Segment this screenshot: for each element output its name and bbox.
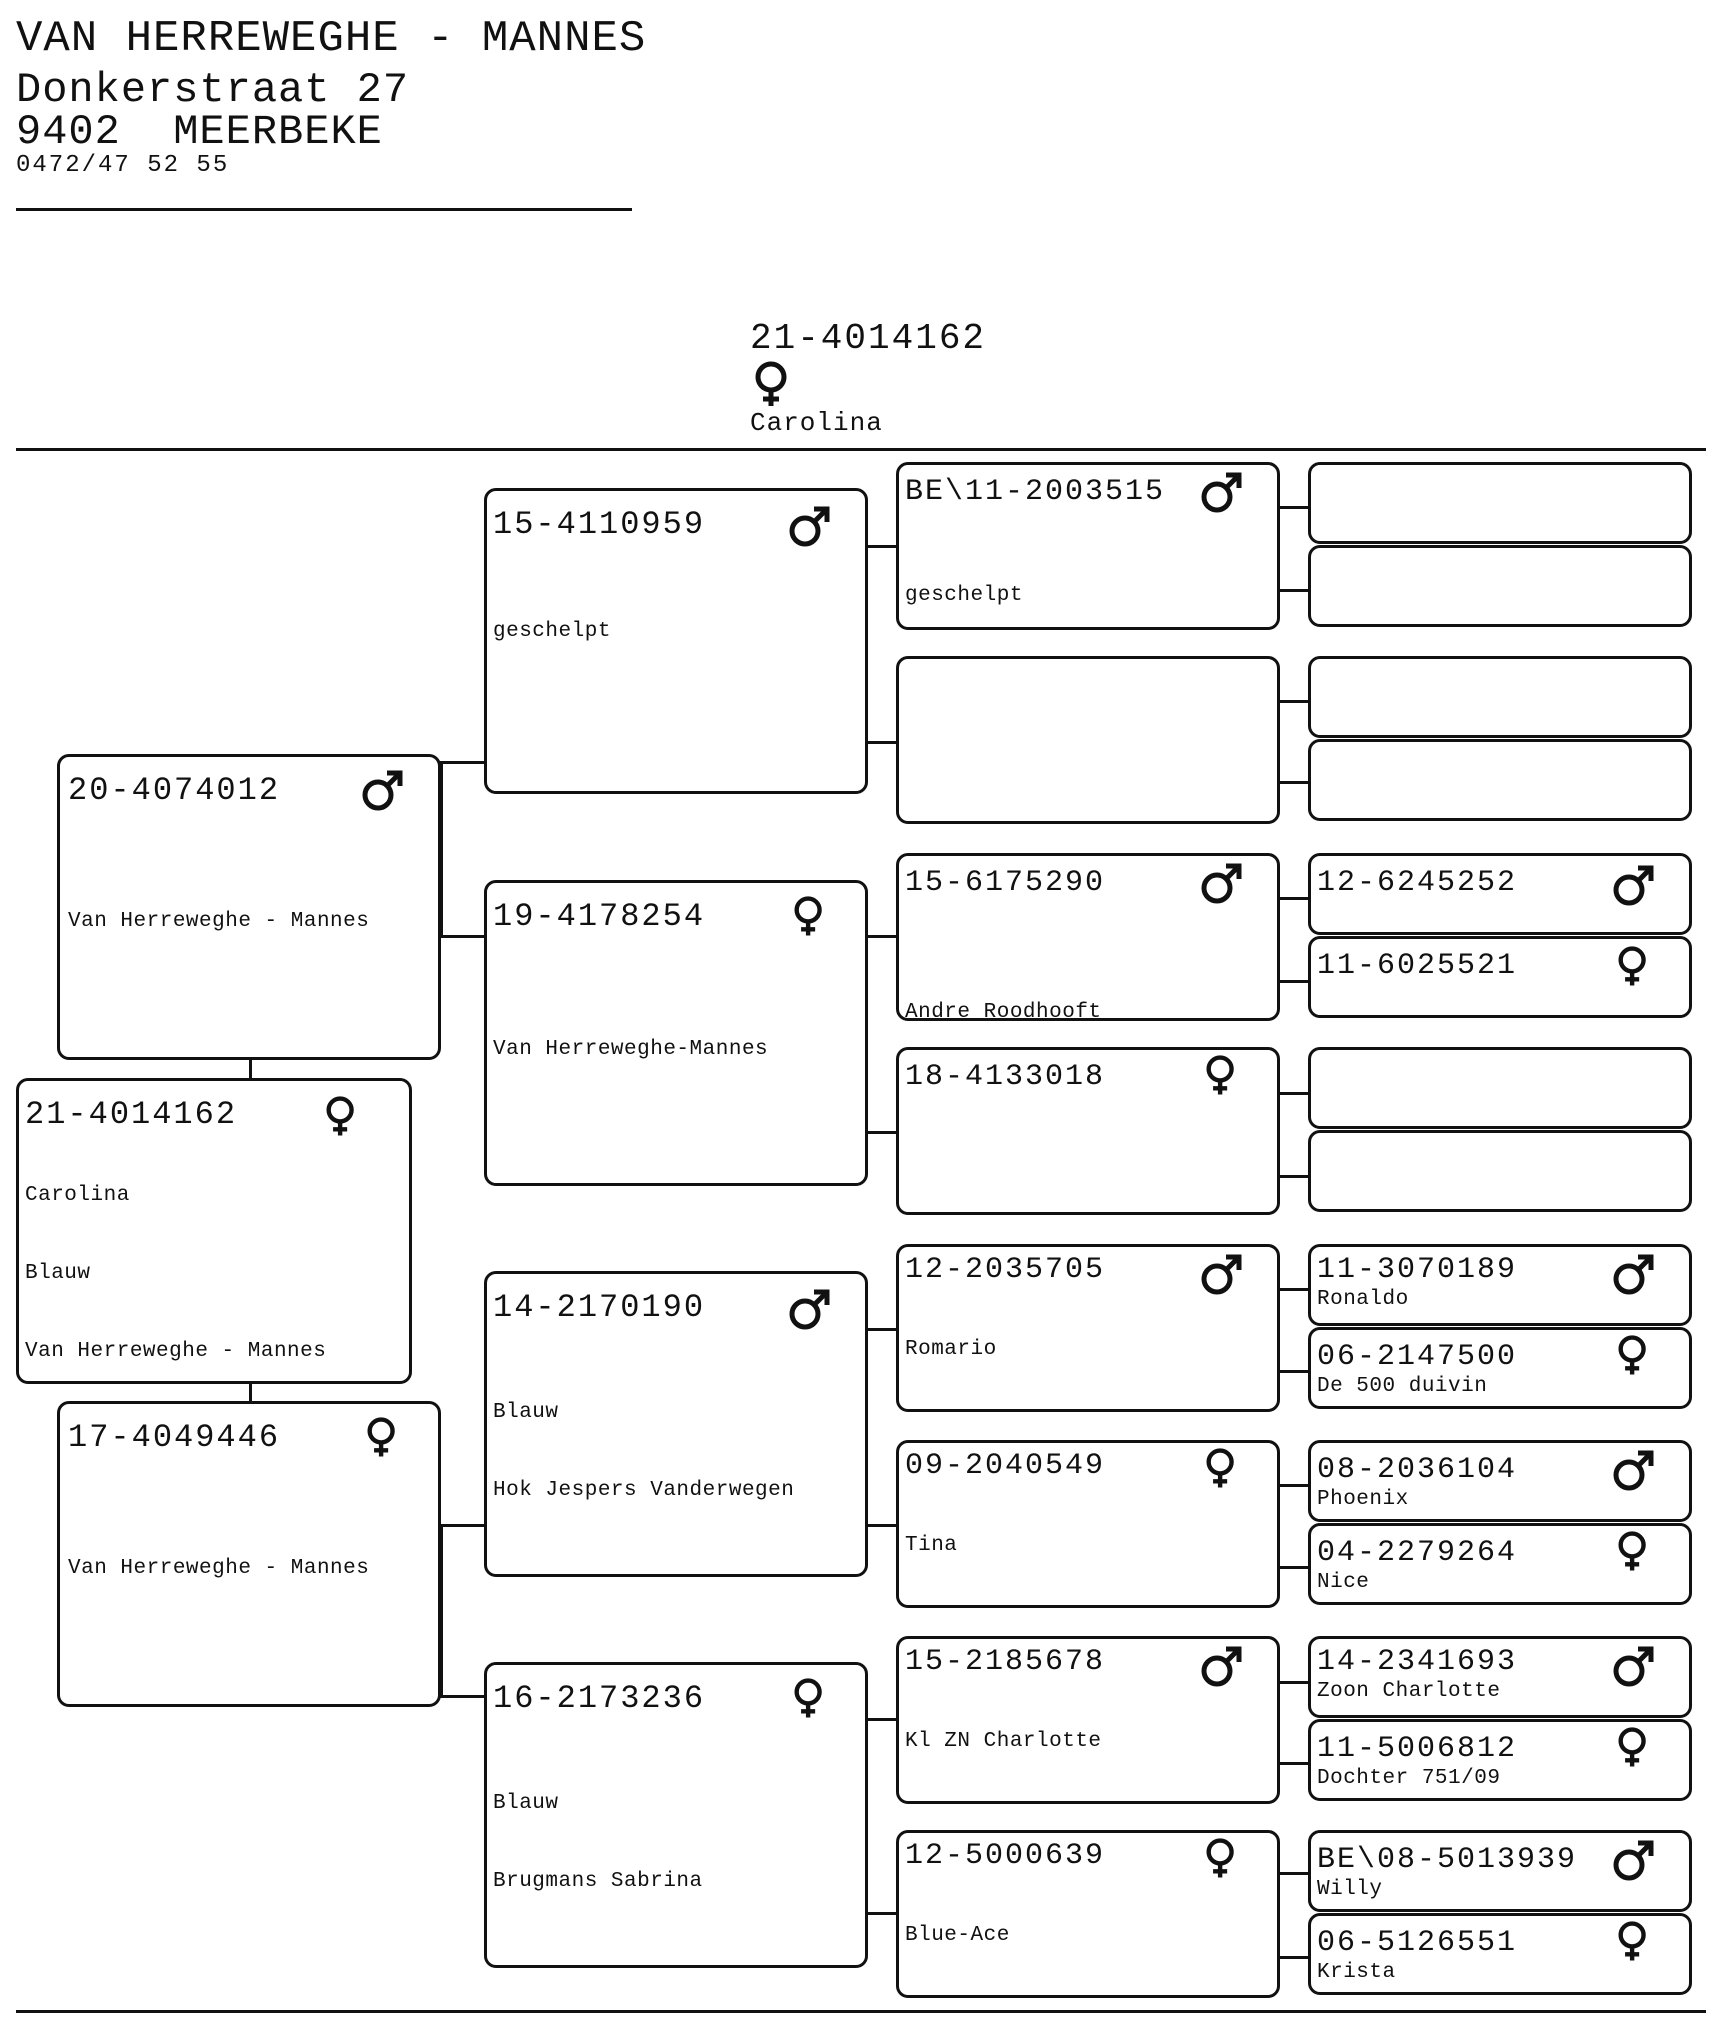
subject-name: Carolina bbox=[750, 408, 883, 438]
female-icon bbox=[1611, 1920, 1655, 1964]
grandparent-line: Van Herreweghe-Mannes bbox=[493, 1038, 769, 1061]
gen4-card[interactable] bbox=[1308, 936, 1692, 1018]
gen4-ring: 11-3070189 bbox=[1317, 1253, 1518, 1287]
connector bbox=[1278, 1484, 1308, 1487]
gen4-card-empty[interactable] bbox=[1308, 545, 1692, 627]
gen4-card[interactable] bbox=[1308, 1244, 1692, 1326]
gen4-card[interactable] bbox=[1308, 1523, 1692, 1605]
gen4-ring: 14-2341693 bbox=[1317, 1645, 1518, 1679]
subject-card-line: Carolina bbox=[25, 1184, 130, 1207]
male-icon bbox=[787, 505, 831, 549]
great-grandparent-card[interactable] bbox=[896, 1830, 1280, 1998]
grandparent-card[interactable] bbox=[484, 1662, 868, 1968]
female-icon bbox=[1199, 1837, 1243, 1881]
grandparent-card[interactable] bbox=[484, 488, 868, 794]
top-divider bbox=[16, 448, 1706, 451]
gen4-card-empty[interactable] bbox=[1308, 656, 1692, 738]
connector bbox=[249, 1058, 252, 1078]
connector bbox=[1278, 1175, 1308, 1178]
grandparent-line: Brugmans Sabrina bbox=[493, 1870, 703, 1893]
grandparent-ring: 14-2170190 bbox=[493, 1289, 706, 1326]
header-underline bbox=[16, 208, 632, 211]
connector bbox=[1278, 1566, 1308, 1569]
connector bbox=[1278, 1681, 1308, 1684]
great-grandparent-ring: 18-4133018 bbox=[905, 1060, 1106, 1094]
subject-card-line: Van Herreweghe - Mannes bbox=[25, 1340, 327, 1363]
owner-city: 9402 MEERBEKE bbox=[16, 108, 383, 156]
great-grandparent-line: Blue-Ace bbox=[905, 1924, 1010, 1947]
gen4-name: De 500 duivin bbox=[1317, 1375, 1488, 1398]
gen4-ring: 06-2147500 bbox=[1317, 1340, 1518, 1374]
grandparent-line: Blauw bbox=[493, 1401, 559, 1424]
connector bbox=[866, 935, 896, 938]
male-icon bbox=[1611, 1645, 1655, 1689]
mother-card[interactable] bbox=[57, 1401, 441, 1707]
female-icon bbox=[1199, 1447, 1243, 1491]
male-icon bbox=[1199, 862, 1243, 906]
great-grandparent-ring: 12-5000639 bbox=[905, 1839, 1106, 1873]
male-icon bbox=[1199, 471, 1243, 515]
subject-card-ring: 21-4014162 bbox=[25, 1096, 238, 1133]
male-icon bbox=[1199, 1645, 1243, 1689]
gen4-card[interactable] bbox=[1308, 853, 1692, 935]
male-icon bbox=[1611, 1839, 1655, 1883]
connector bbox=[1278, 1288, 1308, 1291]
female-icon bbox=[1611, 1530, 1655, 1574]
gen4-name: Krista bbox=[1317, 1961, 1396, 1984]
gen4-card-empty[interactable] bbox=[1308, 1047, 1692, 1129]
grandparent-ring: 16-2173236 bbox=[493, 1680, 706, 1717]
great-grandparent-card-empty[interactable] bbox=[896, 656, 1280, 824]
gen4-ring: 11-6025521 bbox=[1317, 949, 1518, 983]
female-icon bbox=[1611, 1726, 1655, 1770]
connector bbox=[1278, 980, 1308, 983]
gen4-card[interactable] bbox=[1308, 1719, 1692, 1801]
great-grandparent-card[interactable] bbox=[896, 1636, 1280, 1804]
great-grandparent-card[interactable] bbox=[896, 1440, 1280, 1608]
gen4-name: Ronaldo bbox=[1317, 1288, 1409, 1311]
connector bbox=[866, 1912, 896, 1915]
gen4-card[interactable] bbox=[1308, 1327, 1692, 1409]
female-icon bbox=[787, 1677, 831, 1721]
connector bbox=[440, 1524, 484, 1527]
great-grandparent-ring: BE\11-2003515 bbox=[905, 475, 1166, 509]
great-grandparent-ring: 15-6175290 bbox=[905, 866, 1106, 900]
grandparent-card[interactable] bbox=[484, 880, 868, 1186]
connector bbox=[440, 935, 484, 938]
gen4-card-empty[interactable] bbox=[1308, 462, 1692, 544]
gen4-ring: 08-2036104 bbox=[1317, 1453, 1518, 1487]
great-grandparent-card[interactable] bbox=[896, 1244, 1280, 1412]
great-grandparent-line: geschelpt bbox=[905, 584, 1023, 607]
connector bbox=[866, 545, 896, 548]
owner-phone: 0472/47 52 55 bbox=[16, 152, 230, 179]
connector bbox=[1278, 589, 1308, 592]
connector bbox=[866, 1524, 896, 1527]
connector bbox=[440, 1695, 484, 1698]
connector bbox=[1278, 897, 1308, 900]
connector bbox=[866, 741, 896, 744]
gen4-ring: 11-5006812 bbox=[1317, 1732, 1518, 1766]
great-grandparent-line: Tina bbox=[905, 1534, 958, 1557]
great-grandparent-ring: 15-2185678 bbox=[905, 1645, 1106, 1679]
gen4-name: Willy bbox=[1317, 1878, 1383, 1901]
gen4-name: Zoon Charlotte bbox=[1317, 1680, 1501, 1703]
connector bbox=[1278, 1370, 1308, 1373]
gen4-card-empty[interactable] bbox=[1308, 739, 1692, 821]
connector bbox=[249, 1381, 252, 1401]
gen4-card-empty[interactable] bbox=[1308, 1130, 1692, 1212]
great-grandparent-card[interactable] bbox=[896, 853, 1280, 1021]
great-grandparent-ring: 09-2040549 bbox=[905, 1449, 1106, 1483]
gen4-card[interactable] bbox=[1308, 1636, 1692, 1718]
great-grandparent-card[interactable] bbox=[896, 1047, 1280, 1215]
mother-line: Van Herreweghe - Mannes bbox=[68, 1557, 370, 1580]
connector bbox=[1278, 1762, 1308, 1765]
gen4-name: Nice bbox=[1317, 1571, 1370, 1594]
gen4-card[interactable] bbox=[1308, 1830, 1692, 1912]
female-icon bbox=[787, 895, 831, 939]
subject-card-line: Blauw bbox=[25, 1262, 91, 1285]
gen4-ring: BE\08-5013939 bbox=[1317, 1843, 1578, 1877]
female-icon bbox=[1611, 945, 1655, 989]
grandparent-ring: 19-4178254 bbox=[493, 898, 706, 935]
great-grandparent-ring: 12-2035705 bbox=[905, 1253, 1106, 1287]
grandparent-line: geschelpt bbox=[493, 620, 611, 643]
gen4-ring: 06-5126551 bbox=[1317, 1926, 1518, 1960]
male-icon bbox=[787, 1288, 831, 1332]
subject-ring: 21-4014162 bbox=[750, 318, 987, 359]
gen4-name: Phoenix bbox=[1317, 1488, 1409, 1511]
great-grandparent-line: Andre Roodhooft bbox=[905, 1001, 1102, 1021]
female-icon bbox=[360, 1416, 404, 1460]
owner-name: VAN HERREWEGHE - MANNES bbox=[16, 14, 647, 64]
subject-card[interactable] bbox=[16, 1078, 412, 1384]
male-icon bbox=[1611, 864, 1655, 908]
connector bbox=[1278, 506, 1308, 509]
gen4-ring: 12-6245252 bbox=[1317, 866, 1518, 900]
father-card[interactable] bbox=[57, 754, 441, 1060]
connector bbox=[1278, 1956, 1308, 1959]
grandparent-ring: 15-4110959 bbox=[493, 506, 706, 543]
grandparent-card[interactable] bbox=[484, 1271, 868, 1577]
connector bbox=[866, 1131, 896, 1134]
great-grandparent-line: Romario bbox=[905, 1338, 997, 1361]
connector bbox=[866, 1718, 896, 1721]
connector bbox=[1278, 781, 1308, 784]
connector bbox=[440, 761, 484, 764]
gen4-ring: 04-2279264 bbox=[1317, 1536, 1518, 1570]
connector bbox=[1278, 1092, 1308, 1095]
connector bbox=[1278, 700, 1308, 703]
grandparent-line: Blauw bbox=[493, 1792, 559, 1815]
male-icon bbox=[1199, 1253, 1243, 1297]
gen4-card[interactable] bbox=[1308, 1440, 1692, 1522]
father-ring: 20-4074012 bbox=[68, 772, 281, 809]
great-grandparent-line: Kl ZN Charlotte bbox=[905, 1730, 1102, 1753]
female-icon bbox=[1611, 1334, 1655, 1378]
connector bbox=[1278, 1872, 1308, 1875]
gen4-name: Dochter 751/09 bbox=[1317, 1767, 1501, 1790]
bottom-divider bbox=[16, 2010, 1706, 2013]
female-icon bbox=[1199, 1054, 1243, 1098]
male-icon bbox=[1611, 1449, 1655, 1493]
grandparent-line: Hok Jespers Vanderwegen bbox=[493, 1479, 795, 1502]
male-icon bbox=[1611, 1253, 1655, 1297]
male-icon bbox=[360, 769, 404, 813]
great-grandparent-card[interactable] bbox=[896, 462, 1280, 630]
gen4-card[interactable] bbox=[1308, 1913, 1692, 1995]
connector bbox=[866, 1328, 896, 1331]
subject-female-icon bbox=[750, 360, 794, 410]
owner-street: Donkerstraat 27 bbox=[16, 66, 410, 114]
mother-ring: 17-4049446 bbox=[68, 1419, 281, 1456]
father-line: Van Herreweghe - Mannes bbox=[68, 910, 370, 933]
